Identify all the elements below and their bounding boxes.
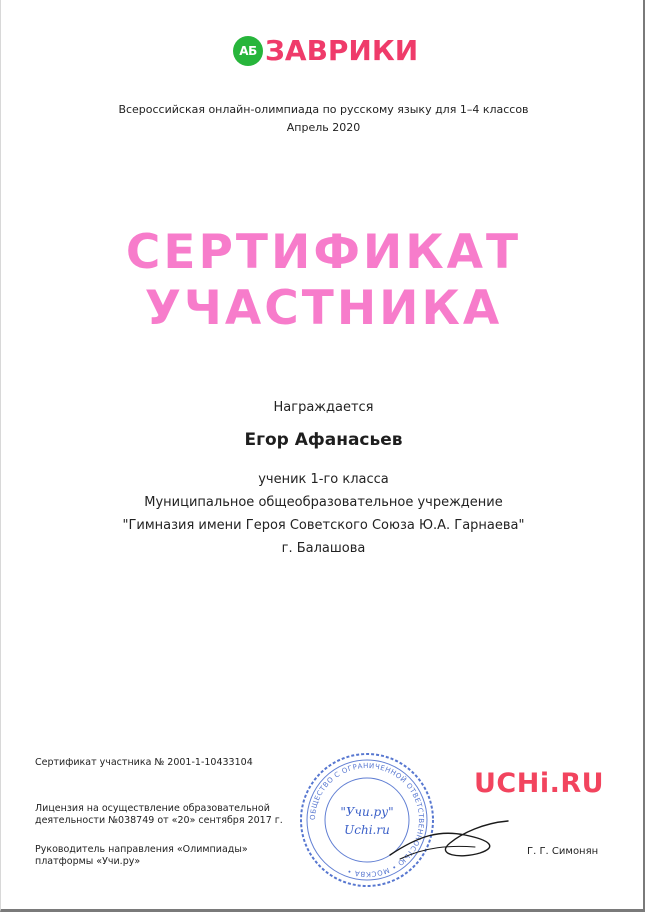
signature [380,795,520,875]
recipient-name: Егор Афанасьев [244,430,403,450]
license-info [35,803,283,827]
certificate-number: Сертификат участника № 2001-1-10433104 [35,757,253,768]
head-line-1: Руководитель направления «Олимпиады» [35,844,248,855]
olympiad-info [0,101,647,137]
olympiad-title: Всероссийская онлайн-олимпиада по русскому языку для 1–4 классов [118,103,529,116]
logo-badge: АБ [233,36,263,66]
logo-text: ЗАВРИКИ [265,34,419,67]
title-line-2: УЧАСТНИКА [144,281,503,336]
stamp-inner-top: "Учи.ру" [340,805,394,819]
zavriki-logo [233,34,418,68]
title-line-1: СЕРТИФИКАТ [125,225,522,280]
head-line-2: платформы «Учи.ру» [35,856,141,867]
awarded-label: Награждается [273,400,374,415]
stamp-ring-text: ОБЩЕСТВО С ОГРАНИЧЕННОЙ ОТВЕТСТВЕННОСТЬЮ • МОСКВА • [308,761,426,879]
license-line-1: Лицензия на осуществление образовательной [35,803,270,814]
head-of-olympiads [35,844,248,868]
recipient-details [0,468,647,560]
recipient-grade: ученик 1-го класса [258,472,389,487]
license-line-2: деятельности №038749 от «20» сентября 2017 г. [35,815,283,826]
uchi-brand-logo: UCHi.RU [474,768,605,799]
olympiad-date: Апрель 2020 [286,121,361,134]
stamp-inner-bottom: Uchi.ru [344,823,390,837]
signer-name: Г. Г. Симонян [527,846,599,857]
certificate-title [0,225,647,337]
institution-city: г. Балашова [281,541,366,556]
institution-type: Муниципальное общеобразовательное учреждение [144,495,503,510]
institution-name: "Гимназия имени Героя Советского Союза Ю.А. Гарнаева" [122,518,525,533]
